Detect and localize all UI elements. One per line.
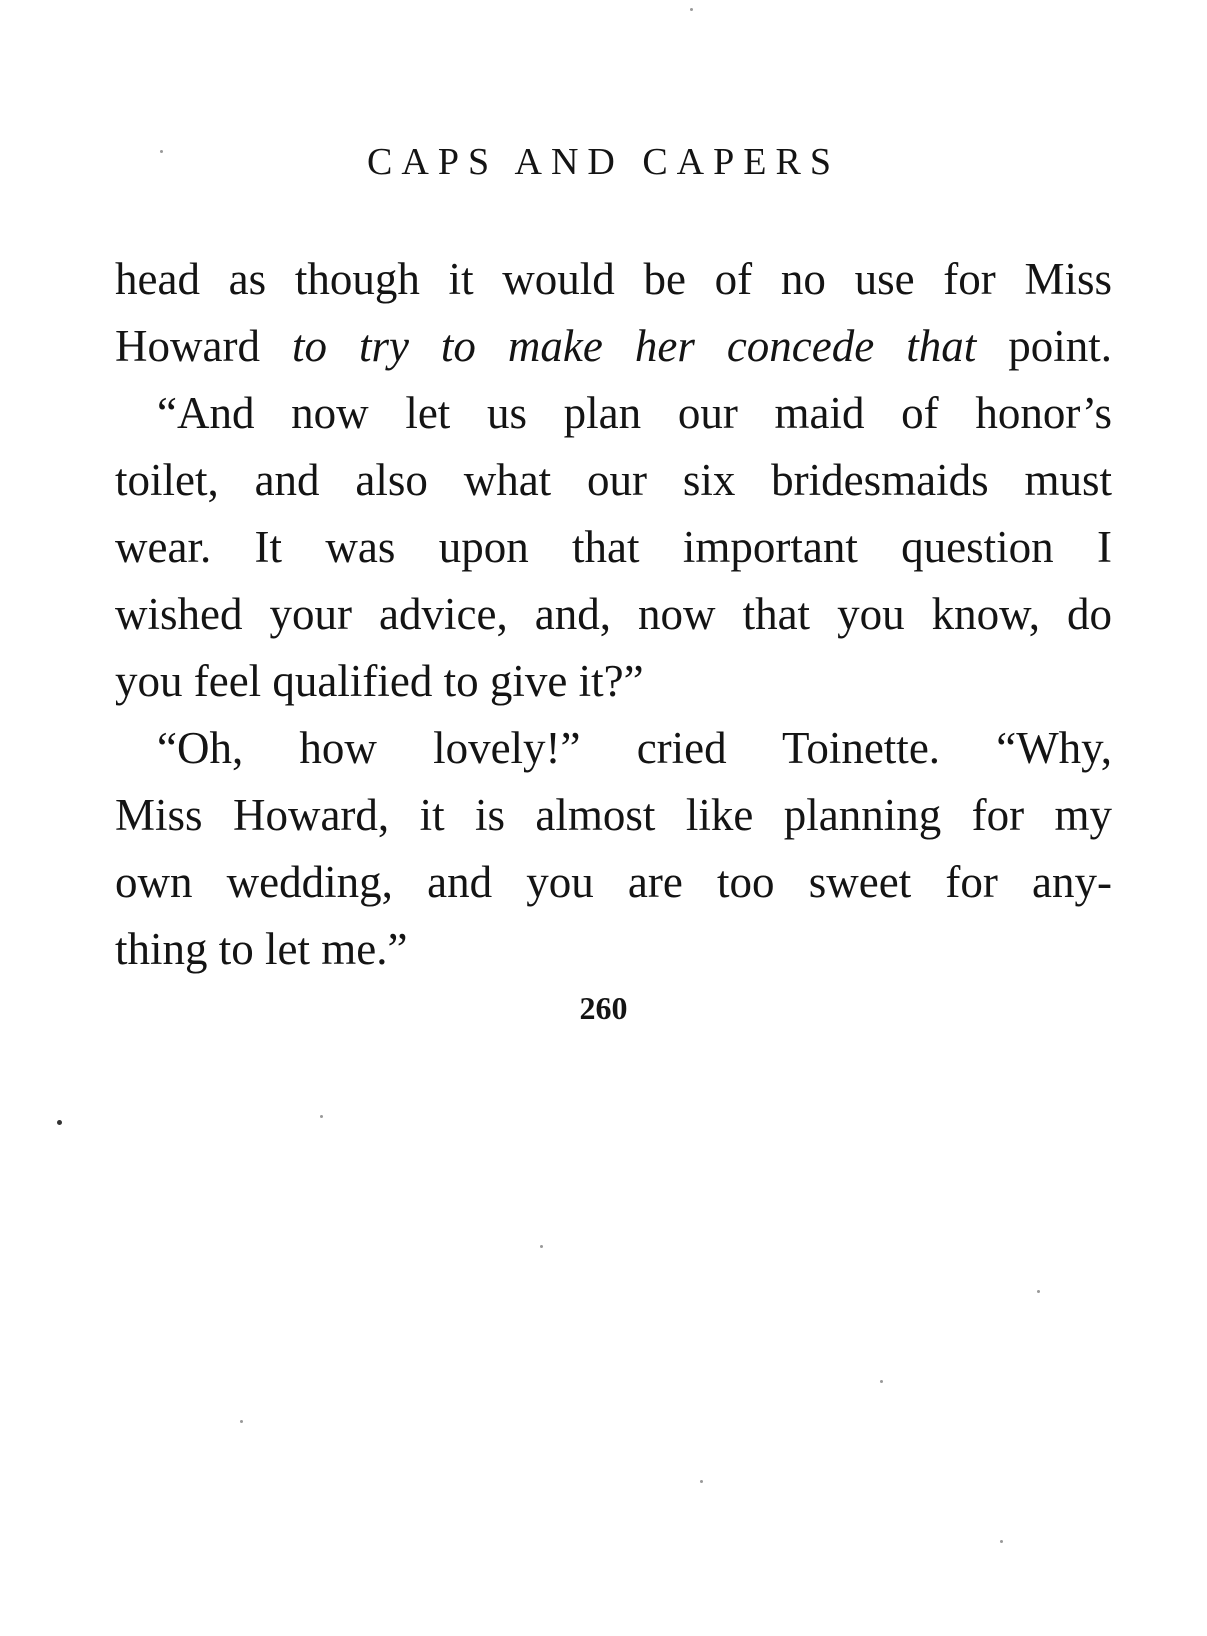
body-text xyxy=(115,246,1112,983)
text-line: toilet, and also what our six bridesmaids must xyxy=(115,455,1112,505)
text-line: wished your advice, and, now that you know, do xyxy=(115,589,1112,639)
text-line: Miss Howard, it is almost like planning for my xyxy=(115,790,1112,840)
text-line: own wedding, and you are too sweet for any- xyxy=(115,857,1112,907)
running-head: CAPS AND CAPERS xyxy=(367,141,840,183)
text-line: thing to let me.” xyxy=(115,924,408,974)
scan-speck xyxy=(700,1480,703,1483)
scan-speck xyxy=(57,1120,62,1125)
scan-speck xyxy=(1000,1540,1003,1543)
text-line: head as though it would be of no use for Miss xyxy=(115,254,1112,304)
scan-speck xyxy=(320,1115,323,1118)
scan-speck xyxy=(690,8,693,11)
scan-speck xyxy=(540,1245,543,1248)
scan-speck xyxy=(1037,1290,1040,1293)
text-line: Howard to try to make her concede that point. xyxy=(115,321,1112,371)
text-line: “Oh, how lovely!” cried Toinette. “Why, xyxy=(157,723,1112,773)
text-line: wear. It was upon that important question I xyxy=(115,522,1112,572)
text-line: “And now let us plan our maid of honor’s xyxy=(157,388,1112,438)
scan-speck xyxy=(240,1420,243,1423)
italic-phrase: to try to make her concede that xyxy=(291,321,977,371)
scan-speck xyxy=(880,1380,883,1383)
text-line: you feel qualified to give it?” xyxy=(115,656,644,706)
scan-speck xyxy=(160,150,163,153)
page-number: 260 xyxy=(579,990,628,1026)
